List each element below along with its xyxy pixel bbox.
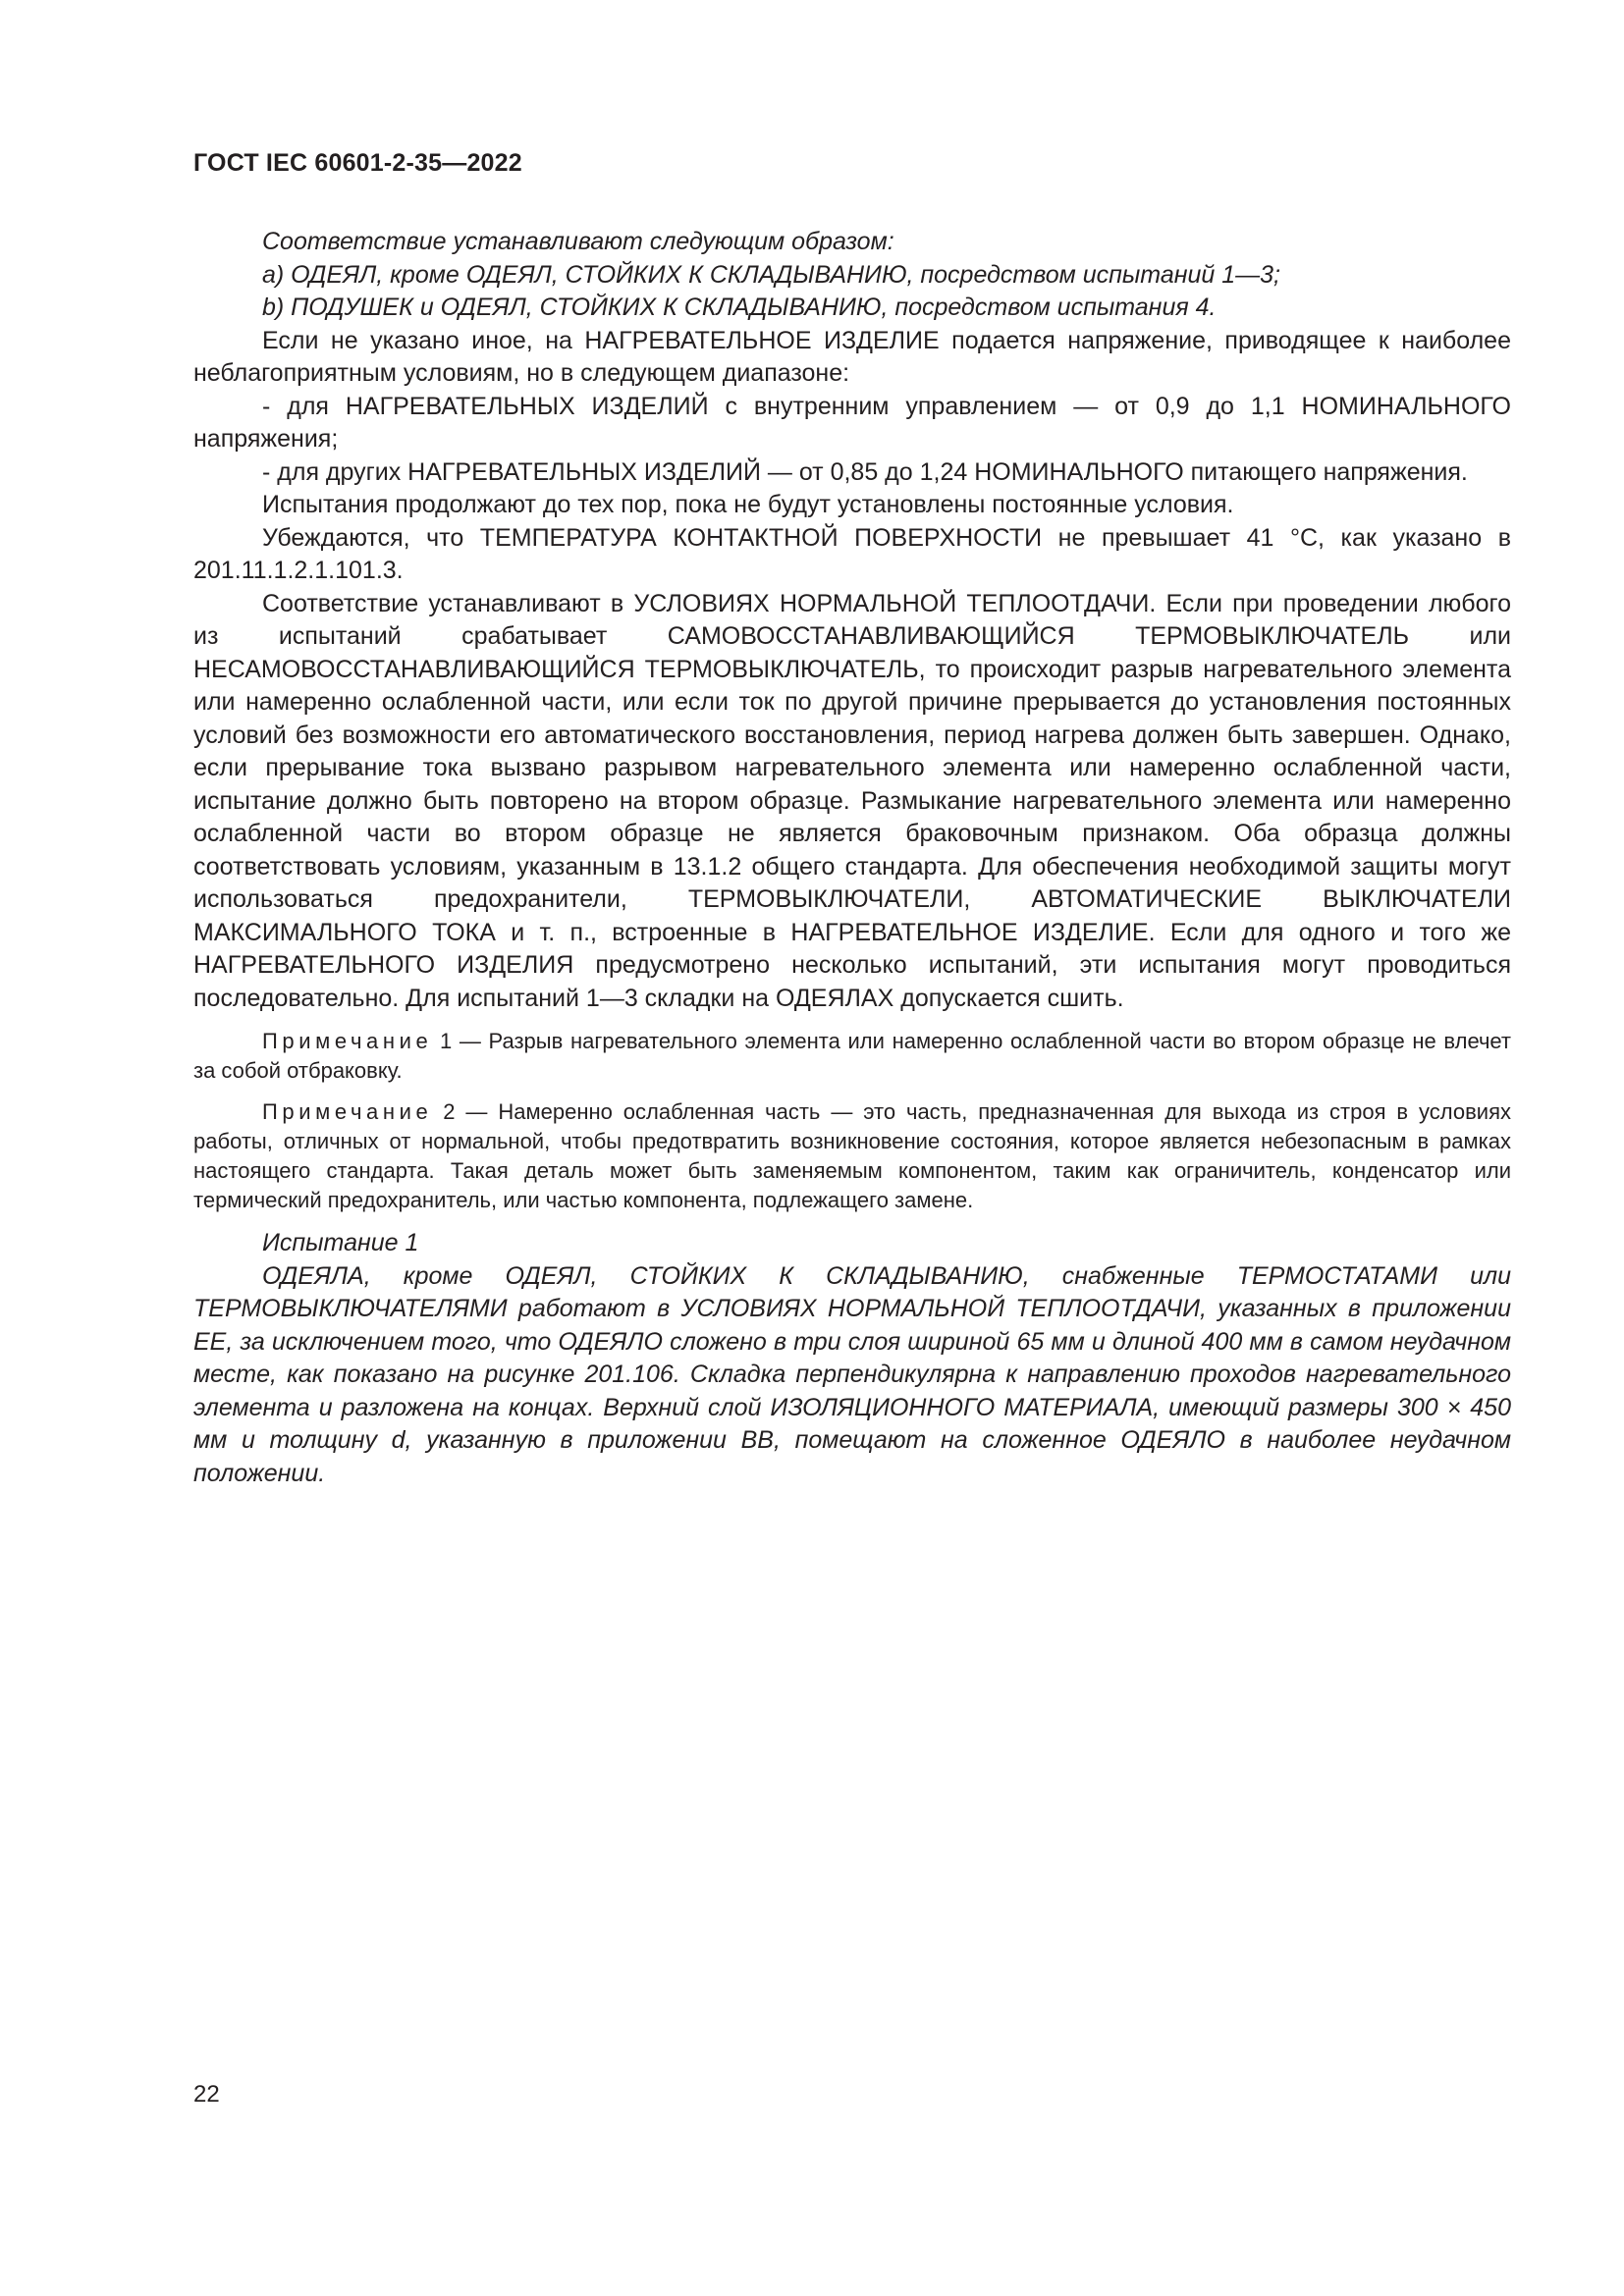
test-1-heading: Испытание 1	[262, 1229, 419, 1256]
voltage-range-internal: - для НАГРЕВАТЕЛЬНЫХ ИЗДЕЛИЙ с внутренним управлением — от 0,9 до 1,1 НОМИНАЛЬНОГО напряжения;	[193, 392, 1511, 453]
page-body	[193, 226, 1511, 1490]
compliance-item-a: a) ОДЕЯЛ, кроме ОДЕЯЛ, СТОЙКИХ К СКЛАДЫВАНИЮ, посредством испытаний 1—3;	[262, 260, 1280, 289]
note-1	[193, 1027, 1511, 1086]
compliance-item-b: b) ПОДУШЕК и ОДЕЯЛ, СТОЙКИХ К СКЛАДЫВАНИЮ, посредством испытания 4.	[262, 294, 1217, 321]
standard-header: ГОСТ IEC 60601-2-35—2022	[193, 149, 522, 177]
note-1-label: Примечание	[262, 1029, 433, 1053]
temperature-paragraph: Убеждаются, что ТЕМПЕРАТУРА КОНТАКТНОЙ ПОВЕРХНОСТИ не превышает 41 °С, как указано в 201.11.1.2.1.101.3.	[193, 523, 1511, 584]
note-2-label: Примечание	[262, 1099, 433, 1124]
voltage-paragraph: Если не указано иное, на НАГРЕВАТЕЛЬНОЕ ИЗДЕЛИЕ подается напряжение, приводящее к наиболее неблагоприятным условиям, но в следующем диапазоне:	[193, 326, 1511, 387]
voltage-range-other: - для других НАГРЕВАТЕЛЬНЫХ ИЗДЕЛИЙ — от 0,85 до 1,24 НОМИНАЛЬНОГО питающего напряжения.	[262, 457, 1468, 486]
test-duration-paragraph: Испытания продолжают до тех пор, пока не будут установлены постоянные условия.	[262, 491, 1234, 518]
note-1-text: 1 — Разрыв нагревательного элемента или намеренно ослабленной части во втором образце не влечет за собой отбраковку.	[193, 1029, 1511, 1083]
note-2-text: 2 — Намеренно ослабленная часть — это часть, предназначенная для выхода из строя в условиях работы, отличных от нормальной, чтобы предотвратить возникновение состояния, которое является небезопасным в рамках настоящего стандарта. Такая деталь может быть заменяемым компонентом, таким как ограничитель, конденсатор или термический предохранитель, или частью компонента, подлежащего замене.	[193, 1099, 1511, 1212]
compliance-intro: Соответствие устанавливают следующим образом:	[262, 228, 894, 255]
note-2	[193, 1097, 1511, 1215]
test-1-description: ОДЕЯЛА, кроме ОДЕЯЛ, СТОЙКИХ К СКЛАДЫВАНИЮ, снабженные ТЕРМОСТАТАМИ или ТЕРМОВЫКЛЮЧАТЕЛЯМИ работают в УСЛОВИЯХ НОРМАЛЬНОЙ ТЕПЛООТДАЧИ, указанных в приложении ЕЕ, за исключением того, что ОДЕЯЛО сложено в три слоя шириной 65 мм и длиной 400 мм в самом неудачном месте, как показано на рисунке 201.106. Складка перпендикулярна к направлению проходов нагревательного элемента и разложена на концах. Верхний слой ИЗОЛЯЦИОННОГО МАТЕРИАЛА, имеющий размеры 300 × 450 мм и толщину d, указанную в приложении ВВ, помещают на сложенное ОДЕЯЛО в наиболее неудачном положении.	[193, 1261, 1511, 1487]
heat-dissipation-paragraph: Соответствие устанавливают в УСЛОВИЯХ НОРМАЛЬНОЙ ТЕПЛООТДАЧИ. Если при проведении любого из испытаний срабатывает САМОВОССТАНАВЛИВАЮЩИЙСЯ ТЕРМОВЫКЛЮЧАТЕЛЬ или НЕСАМОВОССТАНАВЛИВАЮЩИЙСЯ ТЕРМОВЫКЛЮЧАТЕЛЬ, то происходит разрыв нагревательного элемента или намеренно ослабленной части, или если ток по другой причине прерывается до установления постоянных условий без возможности его автоматического восстановления, период нагрева должен быть завершен. Однако, если прерывание тока вызвано разрывом нагревательного элемента или намеренно ослабленной части, испытание должно быть повторено на втором образце. Размыкание нагревательного элемента или намеренно ослабленной части во втором образце не является браковочным признаком. Оба образца должны соответствовать условиям, указанным в 13.1.2 общего стандарта. Для обеспечения необходимой защиты могут использоваться предохранители, ТЕРМОВЫКЛЮЧАТЕЛИ, АВТОМАТИЧЕСКИЕ ВЫКЛЮЧАТЕЛИ МАКСИМАЛЬНОГО ТОКА и т. п., встроенные в НАГРЕВАТЕЛЬНОЕ ИЗДЕЛИЕ. Если для одного и того же НАГРЕВАТЕЛЬНОГО ИЗДЕЛИЯ предусмотрено несколько испытаний, эти испытания могут проводиться последовательно. Для испытаний 1—3 складки на ОДЕЯЛАХ допускается сшить.	[193, 589, 1511, 1012]
page-number: 22	[193, 2081, 220, 2108]
